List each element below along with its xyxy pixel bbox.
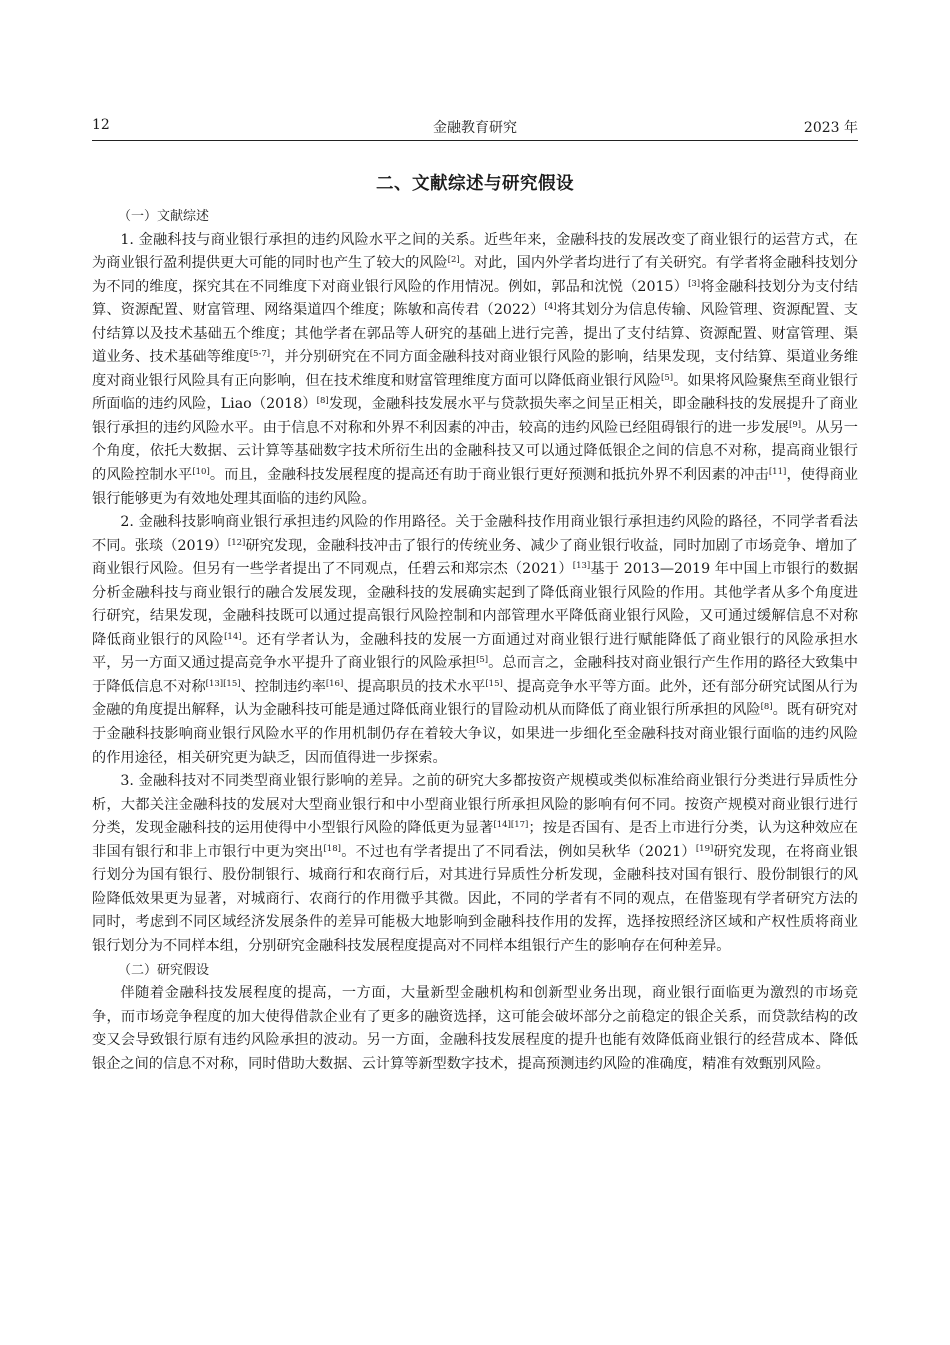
citation: [12] — [227, 537, 246, 548]
text-run: 、提高职员的技术水平 — [343, 678, 486, 695]
text-run: ，并分别研究在不同方面金融科技对商业银行风险的影响，结果发现，支付结算、渠道业务维度对商业银行风险具有正向影响，但在技术维度和财富管理维度方面可以降低商业银行风险 — [92, 349, 858, 389]
text-run: 。而且，金融科技发展程度的提高还有助于商业银行更好预测和抵抗外界不利因素的冲击 — [209, 467, 769, 484]
text-run: 。不过也有学者提出了不同看法，例如吴秋华（2021） — [340, 843, 696, 860]
citation: [10] — [192, 467, 210, 478]
citation: [8] — [760, 702, 773, 713]
header-rule — [92, 140, 858, 141]
text-run: ；按是否国有、是否上市进行分类，认为这种效应在非国有银行和非上市银行中更为突出 — [92, 820, 858, 860]
citation: [18] — [323, 843, 341, 854]
text-run: 、提高竞争水平等方面。此外，还有部分研究试图从行为金融的角度提出解释，认为金融科技可能是通过降低商业银行的冒险动机从而降低了商业银行所承担的风险 — [92, 678, 858, 719]
text-run: 。还有学者认为，金融科技的发展一方面通过对商业银行进行赋能降低了商业银行的风险承担水平，另一方面又通过提高竞争水平提升了商业银行的风险承担 — [92, 631, 858, 672]
article-body — [92, 205, 858, 1076]
paragraph-4: 伴随着金融科技发展程度的提高，一方面，大量新型金融机构和创新型业务出现，商业银行面临更为激烈的市场竞争，而市场竞争程度的加大使得借款企业有了更多的融资选择，这可能会破坏部分之前稳定的银企关系，而贷款结构的改变又会导致银行原有违约风险承担的波动。另一方面，金融科技发展程度的提升也能有效降低商业银行的经营成本、降低银企之间的信息不对称，同时借助大数据、云计算等新型数字技术，提高预测违约风险的准确度，精准有效甄别风险。 — [92, 985, 858, 1072]
citation: [14] — [224, 631, 242, 642]
text-run: 。既有研究对于金融科技影响商业银行风险水平的作用机制仍存在着较大争议，如果进一步细化至金融科技对商业银行面临的违约风险的作用途径，相关研究更为缺乏，因而值得进一步探索。 — [92, 702, 858, 766]
citation: [8] — [316, 396, 329, 407]
text-run: 。如果将风险聚焦至商业银行所面临的违约风险，Liao（2018） — [92, 372, 858, 413]
publication-year: 2023 年 — [803, 120, 858, 136]
citation: [5-7] — [249, 349, 271, 360]
citation: [5] — [476, 655, 489, 666]
text-run: 。对此，国内外学者均进行了有关研究。有学者将金融科技划分为不同的维度，探究其在不同维度下对商业银行风险的作用情况。例如，郭品和沈悦（2015） — [92, 255, 858, 295]
text-run: 1. 金融科技与商业银行承担的违约风险水平之间的关系。近些年来，金融科技的发展改变了商业银行的运营方式，在为商业银行盈利提供更大可能的同时也产生了较大的风险 — [92, 231, 858, 272]
journal-name: 金融教育研究 — [433, 120, 517, 136]
citation: [16] — [325, 678, 344, 689]
citation: [4] — [544, 302, 557, 313]
text-run: 研究发现，在将商业银行划分为国有银行、股份制银行、城商行和农商行后，对其进行异质性分析发现，金融科技对国有银行、股份制银行的风险降低效果更为显著，对城商行、农商行的作用微乎其微。因此，不同的学者有不同的观点，在借鉴现有学者研究方法的同时，考虑到不同区域经济发展条件的差异可能极大地影响到金融科技作用的发挥，选择按照经济区域和产权性质将商业银行划分为不同样本组，分别研究金融科技发展程度提高对不同样本组银行产生的影响存在何种差异。 — [92, 843, 858, 954]
paragraph-3 — [92, 770, 858, 958]
text-run: 。从另一个角度，依托大数据、云计算等基础数字技术所衍生出的金融科技又可以通过降低银企之间的信息不对称，提高商业银行的风险控制水平 — [92, 419, 858, 484]
citation: [9] — [789, 419, 802, 430]
text-run: 3. 金融科技对不同类型商业银行影响的差异。之前的研究大多都按资产规模或类似标准给商业银行分类进行异质性分析，大都关注金融科技的发展对大型商业银行和中小型商业银行所承担风险的影响有何不同。按资产规模对商业银行进行分类，发现金融科技的运用使得中小型银行风险的降低更为显著 — [92, 773, 858, 837]
text-run: 将金融科技划分为支付结算、资源配置、财富管理、网络渠道四个维度；陈敏和高传君（2022） — [92, 278, 858, 319]
citation: [13] — [572, 561, 591, 572]
text-run: 将其划分为信息传输、风险管理、资源配置、支付结算以及技术基础五个维度；其他学者在郭品等人研究的基础上进行完善，提出了支付结算、资源配置、财富管理、渠道业务、技术基础等维度 — [92, 302, 858, 366]
subsection-heading-hypotheses: （二）研究假设 — [118, 962, 210, 978]
page-header — [92, 117, 858, 139]
text-run: 2. 金融科技影响商业银行承担违约风险的作用路径。关于金融科技作用商业银行承担违约风险的路径，不同学者看法不同。张琰（2019） — [92, 514, 858, 554]
text-run: 基于 2013—2019 年中国上市银行的数据分析金融科技与商业银行的融合发展发现，金融科技的发展确实起到了降低商业银行风险的作用。其他学者从多个角度进行研究，结果发现，金融科技既可以通过提高银行风险控制和内部管理水平降低商业银行风险，又可通过缓解信息不对称降低商业银行的风险 — [92, 561, 859, 648]
paragraph-2 — [92, 511, 858, 770]
citation: [13][15] — [205, 678, 241, 689]
page-number: 12 — [92, 117, 110, 133]
paragraph-1 — [92, 229, 858, 512]
subsection-heading-literature-review: （一）文献综述 — [118, 209, 210, 224]
citation: [3] — [688, 278, 701, 289]
citation: [19] — [695, 843, 714, 854]
citation: [11] — [768, 467, 787, 478]
text-run: ，使得商业银行能够更为有效地处理其面临的违约风险。 — [92, 467, 858, 507]
citation: [15] — [485, 678, 503, 689]
section-title: 二、文献综述与研究假设 — [376, 174, 574, 194]
citation: [5] — [661, 372, 674, 383]
citation: [14][17] — [493, 820, 529, 831]
text-run: 研究发现，金融科技冲击了银行的传统业务、减少了商业银行收益，同时加剧了市场竞争、增加了商业银行风险。但另有一些学者提出了不同观点，任碧云和郑宗杰（2021） — [92, 537, 858, 578]
text-run: 、控制违约率 — [240, 678, 326, 695]
citation: [2] — [447, 255, 460, 266]
text-run: 。总而言之，金融科技对商业银行产生作用的路径大致集中于降低信息不对称 — [92, 655, 858, 695]
text-run: 发现，金融科技发展水平与贷款损失率之间呈正相关，即金融科技的发展提升了商业银行承担的违约风险水平。由于信息不对称和外界不利因素的冲击，较高的违约风险已经阻碍银行的进一步发展 — [92, 396, 858, 436]
